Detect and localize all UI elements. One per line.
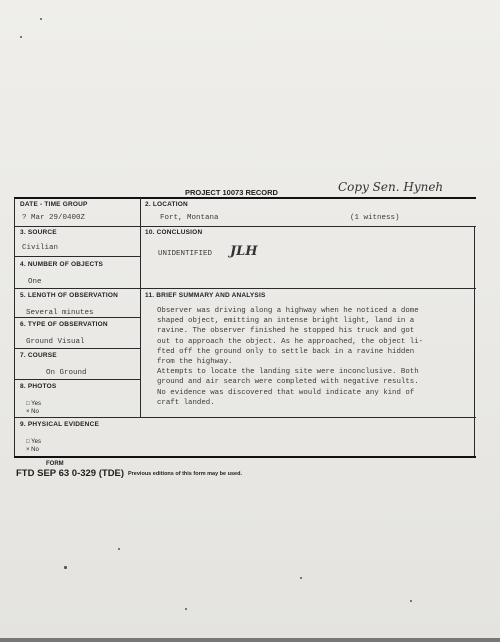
row-rule bbox=[14, 226, 476, 227]
row-rule-left bbox=[14, 256, 140, 257]
summary-line: ground and air search were completed with negative results. bbox=[157, 378, 419, 387]
summary-line: shaped object, emitting an intense bright light, land in a bbox=[157, 317, 415, 326]
form-label: FORM bbox=[46, 461, 64, 467]
physical-evidence-no-checkbox: × No bbox=[26, 447, 39, 453]
source-value: Civilian bbox=[22, 244, 59, 252]
type-of-observation-label: 6. TYPE OF OBSERVATION bbox=[20, 321, 108, 328]
type-of-observation-value: Ground Visual bbox=[26, 338, 85, 346]
column-divider bbox=[140, 198, 141, 417]
row-rule-left bbox=[14, 288, 476, 289]
physical-evidence-yes-checkbox: □ Yes bbox=[26, 439, 41, 445]
scan-speck bbox=[118, 548, 120, 550]
course-value: On Ground bbox=[46, 369, 87, 377]
scan-speck bbox=[40, 18, 42, 20]
photos-label: 8. PHOTOS bbox=[20, 383, 57, 390]
scan-speck bbox=[20, 36, 22, 38]
form-right-border bbox=[474, 226, 475, 456]
form-bottom-rule bbox=[14, 456, 476, 458]
handwritten-note: Copy Sen. Hyneh bbox=[338, 180, 444, 194]
scan-edge bbox=[0, 638, 500, 642]
row-rule-left bbox=[14, 317, 140, 318]
summary-line: Observer was driving along a highway when he noticed a dome bbox=[157, 307, 419, 315]
length-of-observation-value: Several minutes bbox=[26, 309, 94, 317]
summary-label: 11. BRIEF SUMMARY AND ANALYSIS bbox=[145, 292, 266, 299]
record-title: PROJECT 10073 RECORD bbox=[185, 188, 278, 197]
summary-line: ravine. The observer finished he stopped his truck and got bbox=[157, 327, 415, 336]
scan-speck bbox=[64, 566, 67, 569]
summary-line: from the highway. bbox=[157, 358, 233, 367]
conclusion-label: 10. CONCLUSION bbox=[145, 229, 203, 236]
summary-line: Attempts to locate the landing site were inconclusive. Both bbox=[157, 368, 419, 377]
number-of-objects-label: 4. NUMBER OF OBJECTS bbox=[20, 261, 104, 268]
row-rule-left bbox=[14, 379, 140, 380]
summary-line: fted off the ground only to settle back in a ravine hidden bbox=[157, 347, 415, 356]
photos-no-checkbox: × No bbox=[26, 409, 39, 415]
summary-line: out to approach the object. As he approached, the object li- bbox=[157, 337, 424, 346]
physical-evidence-label: 9. PHYSICAL EVIDENCE bbox=[20, 421, 100, 428]
number-of-objects-value: One bbox=[28, 278, 42, 286]
location-value-right: (1 witness) bbox=[350, 214, 400, 222]
location-label: 2. LOCATION bbox=[145, 201, 188, 208]
summary-line: craft landed. bbox=[157, 398, 215, 407]
summary-line: No evidence was discovered that would indicate any kind of bbox=[157, 388, 415, 397]
form-notice: Previous editions of this form may be used. bbox=[128, 471, 242, 477]
scan-speck bbox=[410, 600, 412, 602]
course-label: 7. COURSE bbox=[20, 352, 57, 359]
conclusion-value: UNIDENTIFIED bbox=[158, 250, 213, 258]
date-time-group-value: ? Mar 29/0400Z bbox=[22, 214, 86, 222]
form-top-rule bbox=[14, 197, 476, 199]
scan-speck bbox=[185, 608, 187, 610]
location-value: Fort, Montana bbox=[160, 214, 219, 222]
length-of-observation-label: 5. LENGTH OF OBSERVATION bbox=[20, 292, 118, 299]
conclusion-initials: JLH bbox=[230, 244, 258, 259]
photos-yes-checkbox: □ Yes bbox=[26, 401, 41, 407]
form-number: FTD SEP 63 0-329 (TDE) bbox=[16, 468, 125, 479]
form-left-border bbox=[14, 198, 15, 456]
scan-speck bbox=[300, 577, 302, 579]
date-time-group-label: DATE - TIME GROUP bbox=[20, 201, 88, 208]
summary-text bbox=[157, 306, 462, 408]
row-rule-left bbox=[14, 348, 140, 349]
row-rule bbox=[14, 417, 476, 418]
source-label: 3. SOURCE bbox=[20, 229, 57, 236]
